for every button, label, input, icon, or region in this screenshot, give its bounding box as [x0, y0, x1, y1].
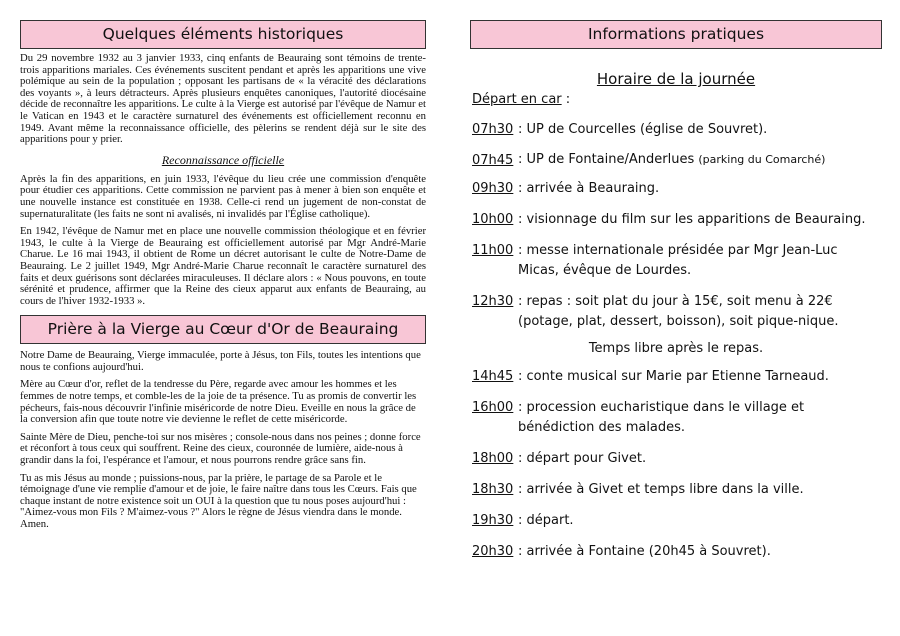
history-paragraph-3: En 1942, l'évêque de Namur met en place une nouvelle commission théologique et en février 1943, le culte à la Vierge de Beauraing est officiellement autorisé par Mgr André-Marie Charue. Le 16 mai 1943, il obtient de Rome un décret autorisant le culte de Notre-Dame de Beauraing. Le 2 juillet 1949, Mgr André-Marie Charue reconnaît le caractère surnaturel des faits et deux guérisons sont déclarées miraculeuses. Il déclare alors : « Nous pouvons, en toute sérénité et prudence, affirmer que la Reine des cieux apparut aux enfants de Beauraing, au cours de l'hiver 1932-1933 ».: [20, 225, 426, 307]
schedule-text: : départ.: [518, 513, 574, 528]
schedule-time: 12h30: [472, 294, 514, 309]
schedule-text: : conte musical sur Marie par Etienne Tarneaud.: [518, 369, 829, 384]
schedule-text: [518, 151, 882, 168]
schedule-time: 19h30: [472, 513, 514, 528]
schedule-time: 20h30: [472, 544, 514, 559]
depart-label-suffix: :: [561, 92, 571, 107]
free-time-note: Temps libre après le repas.: [588, 341, 764, 356]
schedule-item: [470, 120, 882, 140]
schedule-text-small: (parking du Comarché): [698, 153, 826, 166]
schedule-time: 07h30: [472, 122, 514, 137]
prayer-paragraph-1: Notre Dame de Beauraing, Vierge immaculée, porte à Jésus, ton Fils, toutes les intentions que nous te confions aujourd'hui.: [20, 349, 421, 373]
right-column: [470, 20, 882, 562]
history-paragraph-2: Après la fin des apparitions, en juin 1933, l'évêque du lieu crée une commission d'enquête pour étudier ces apparitions. Cette commission ne parvient pas à mener à bien son enquête et une nouvelle instance est constituée en 1938. Celle-ci rend un jugement de non-constat de supernaturalitate (les faits ne sont ni avalisés, ni invalidés par l'Église catholique).: [20, 172, 426, 220]
schedule-text: : messe internationale présidée par Mgr Jean-Luc Micas, évêque de Lourdes.: [518, 243, 838, 278]
schedule-text: : procession eucharistique dans le village et bénédiction des malades.: [518, 400, 805, 435]
schedule-title: Horaire de la journée: [596, 70, 756, 88]
schedule-text: : départ pour Givet.: [518, 451, 647, 466]
schedule-text: : visionnage du film sur les apparitions de Beauraing.: [518, 212, 866, 227]
prayer-amen: Amen.: [20, 518, 49, 530]
prayer-title: Prière à la Vierge au Cœur d'Or de Beauraing: [20, 315, 426, 344]
schedule-text: : arrivée à Givet et temps libre dans la ville.: [518, 482, 804, 497]
schedule-text: : UP de Courcelles (église de Souvret).: [518, 122, 768, 137]
schedule-item: [470, 480, 882, 500]
history-title: Quelques éléments historiques: [20, 20, 426, 49]
schedule-text: : arrivée à Fontaine (20h45 à Souvret).: [518, 544, 771, 559]
left-column: [20, 20, 426, 531]
history-paragraph-1: Du 29 novembre 1932 au 3 janvier 1933, cinq enfants de Beauraing sont témoins de trente-trois apparitions mariales. Ces événements suscitent pendant et après les apparitions une vive polémique au sein de la population ; opposant les partisans de « la véracité des déclarations des voyants », à leurs détracteurs. Après plusieurs enquêtes canoniques, l'autorité diocésaine décide de reconnaître les apparitions. Le culte à la Vierge est autorisé par l'évêque de Namur et le Vatican en 1943 et le caractère surnaturel des événements est officiellement reconnu en 1949. Avant même la reconnaissance officielle, des pèlerins se rendent déjà sur le site des apparitions pour y prier.: [20, 52, 426, 146]
recognition-subheading: Reconnaissance officielle: [161, 152, 285, 167]
depart-label: [472, 92, 882, 107]
prayer-paragraph-2: Mère au Cœur d'or, reflet de la tendresse du Père, regarde avec amour les hommes et les femmes de notre temps, et comble-les de la joie de ta présence. Tu as promis de convertir les pécheurs, fais-nous découvrir l'infinie miséricorde de notre Dieu. Eveille en nous la grâce de la conversion afin que toute notre vie devienne le reflet de cette miséricorde.: [20, 378, 417, 426]
schedule-item: [470, 511, 882, 531]
prayer-paragraph-4: Tu as mis Jésus au monde ; puissions-nous, par la prière, le partage de sa Parole et le témoignage d'une vie remplie d'amour et de joie, le faire naître dans tous les Cœurs. Fais que chaque instant de notre existence soit un OUI à la question que tu nous poses aujourd'hui : "Aimez-vous mon Fils ? M'aimez-vous ?" Alors le règne de Jésus viendra dans le monde.: [20, 471, 417, 519]
schedule-text-main: : UP de Fontaine/Anderlues: [518, 152, 695, 167]
schedule-text: : arrivée à Beauraing.: [518, 181, 660, 196]
schedule-time: 10h00: [472, 212, 514, 227]
schedule-item: [470, 398, 882, 438]
schedule-time: 11h00: [472, 243, 514, 258]
depart-label-text: Départ en car: [472, 92, 562, 107]
schedule-item: [470, 151, 882, 168]
schedule-item: [470, 449, 882, 469]
schedule-item: [470, 542, 882, 562]
schedule-item: [470, 210, 882, 230]
schedule-item: [470, 241, 882, 281]
schedule-item: [470, 292, 882, 332]
schedule-item: [470, 367, 882, 387]
schedule-time: 16h00: [472, 400, 514, 415]
schedule-text: : repas : soit plat du jour à 15€, soit menu à 22€ (potage, plat, dessert, boisson), soit pique-nique.: [518, 294, 839, 329]
info-title: Informations pratiques: [470, 20, 882, 49]
schedule-time: 09h30: [472, 181, 514, 196]
schedule-time: 07h45: [472, 153, 514, 168]
schedule-item: [470, 179, 882, 199]
schedule-time: 14h45: [472, 369, 514, 384]
prayer-paragraph-3: Sainte Mère de Dieu, penche-toi sur nos misères ; console-nous dans nos peines ; donne force et réconfort à tous ceux qui souffrent. Reine des cieux, couronnée de lumière, aide-nous à grandir dans la foi, l'espérance et l'amour, et nous pourrons rendre grâce sans fin.: [20, 430, 421, 467]
schedule-time: 18h00: [472, 451, 514, 466]
schedule-time: 18h30: [472, 482, 514, 497]
